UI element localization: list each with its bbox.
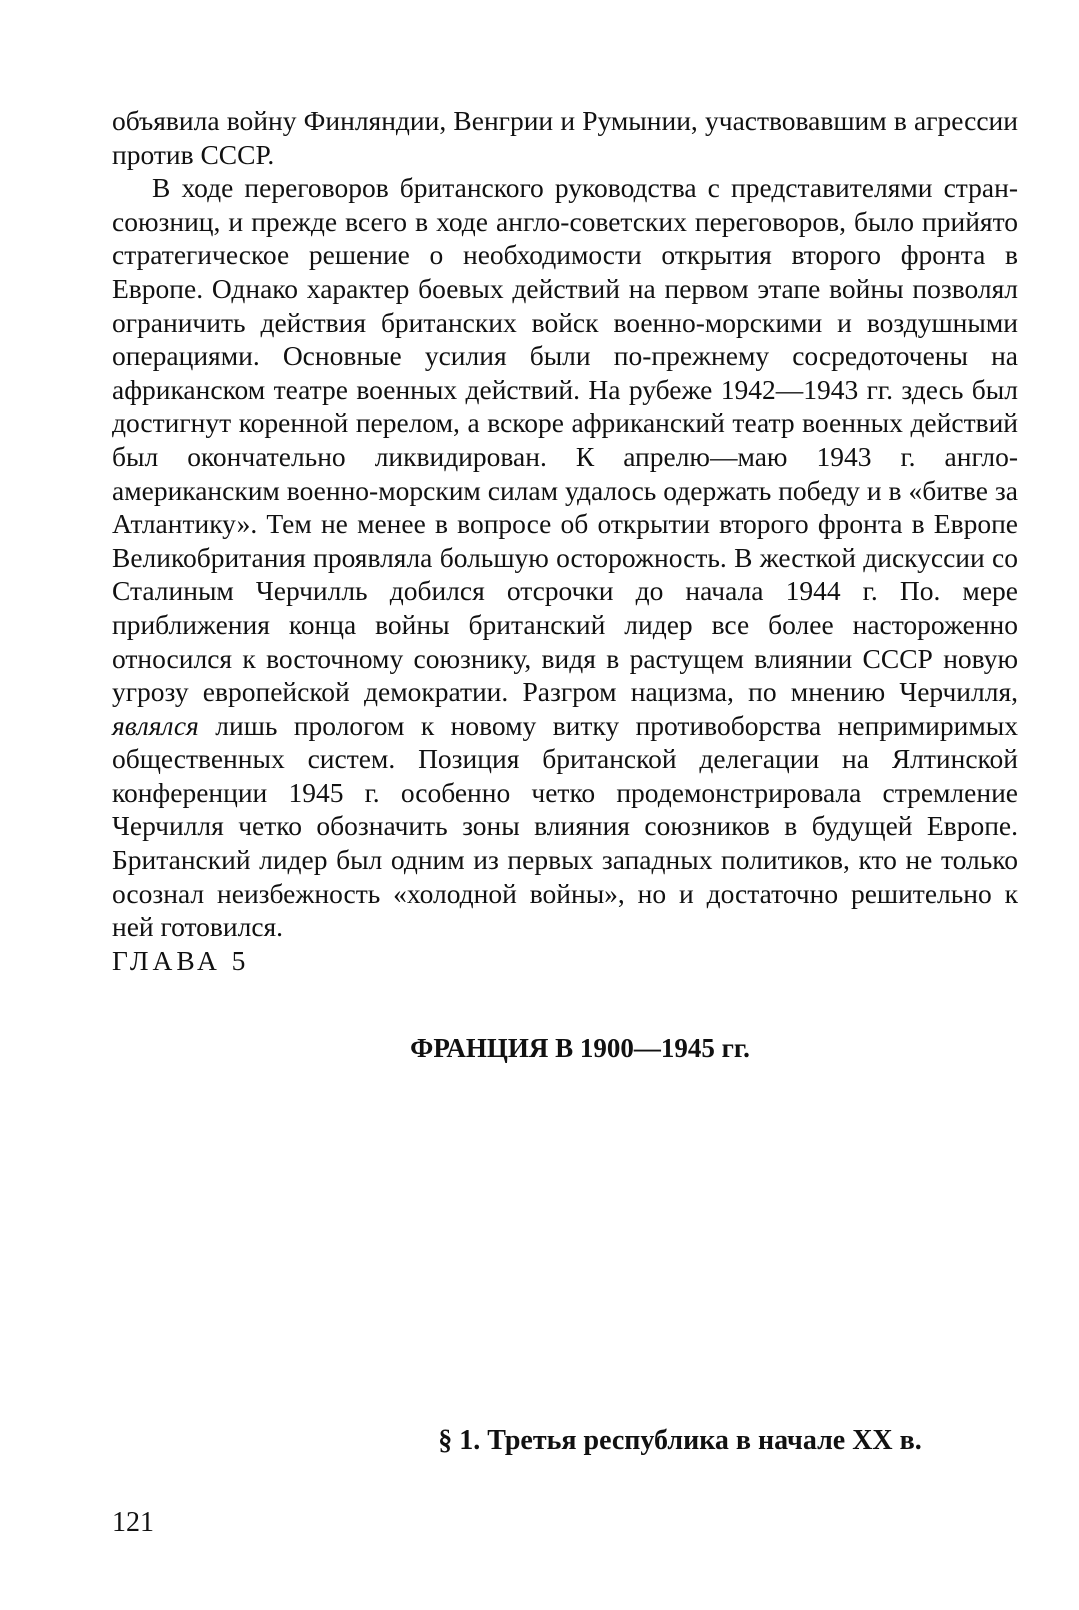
paragraph-2-part-1: В ходе переговоров британского руководства с представителями стран-союзниц, и прежде всего в ходе англо-советских переговоров, было прийято стратегическое решение о необходимости открытия второго фронта в Европе. Однако характер боевых действий на первом этапе войны позволял ограничить действия британских войск военно-морскими и воздушными операциями. Основные усилия были по-прежнему сосредоточены на африканском театре военных действий. На рубеже 1942—1943 гг. здесь был достигнут коренной перелом, а вскоре африканский театр военных действий был окончательно ликвидирован. К апрелю—маю 1943 г. англо-американским военно-морским силам удалось одержать победу и в «битве за Атлантику». Тем не менее в вопросе об открытии второго фронта в Европе Великобритания проявляла большую осторожность. В жесткой дискуссии со Сталиным Черчилль добился отсрочки до начала 1944 г. По. мере приближения конца войны британский лидер все более настороженно относился к восточному союзнику, видя в растущем влиянии СССР новую угрозу европейской демократии. Разгром нацизма, по мнению Черчилля, [112,172,1018,708]
paragraph-2-part-2: лишь прологом к новому витку противоборства непримиримых общественных систем. Позиция британской делегации на Ялтинской конференции 1945 г. особенно четко продемонстрировала стремление Черчилля четко обозначить зоны влияния союзников в будущей Европе. Британский лидер был одним из первых западных политиков, кто не только осознал неизбежность «холодной войны», но и достаточно решительно к ней готовился. [112,709,1018,943]
italic-word: являлся [112,709,199,741]
page-number: 121 [112,1507,154,1538]
chapter-title: ФРАНЦИЯ В 1900—1945 гг. [410,1033,750,1063]
paragraph-continuation [112,104,1018,171]
paragraph-main [112,171,1018,944]
section-title: § 1. Третья республика в начале XX в. [438,1425,922,1456]
chapter-label: ГЛАВА 5 [112,944,250,976]
paragraph-1-text: объявила войну Финляндии, Венгрии и Румынии, участвовавшим в агрессии против СССР. [112,105,1018,170]
body-text [112,104,1018,977]
